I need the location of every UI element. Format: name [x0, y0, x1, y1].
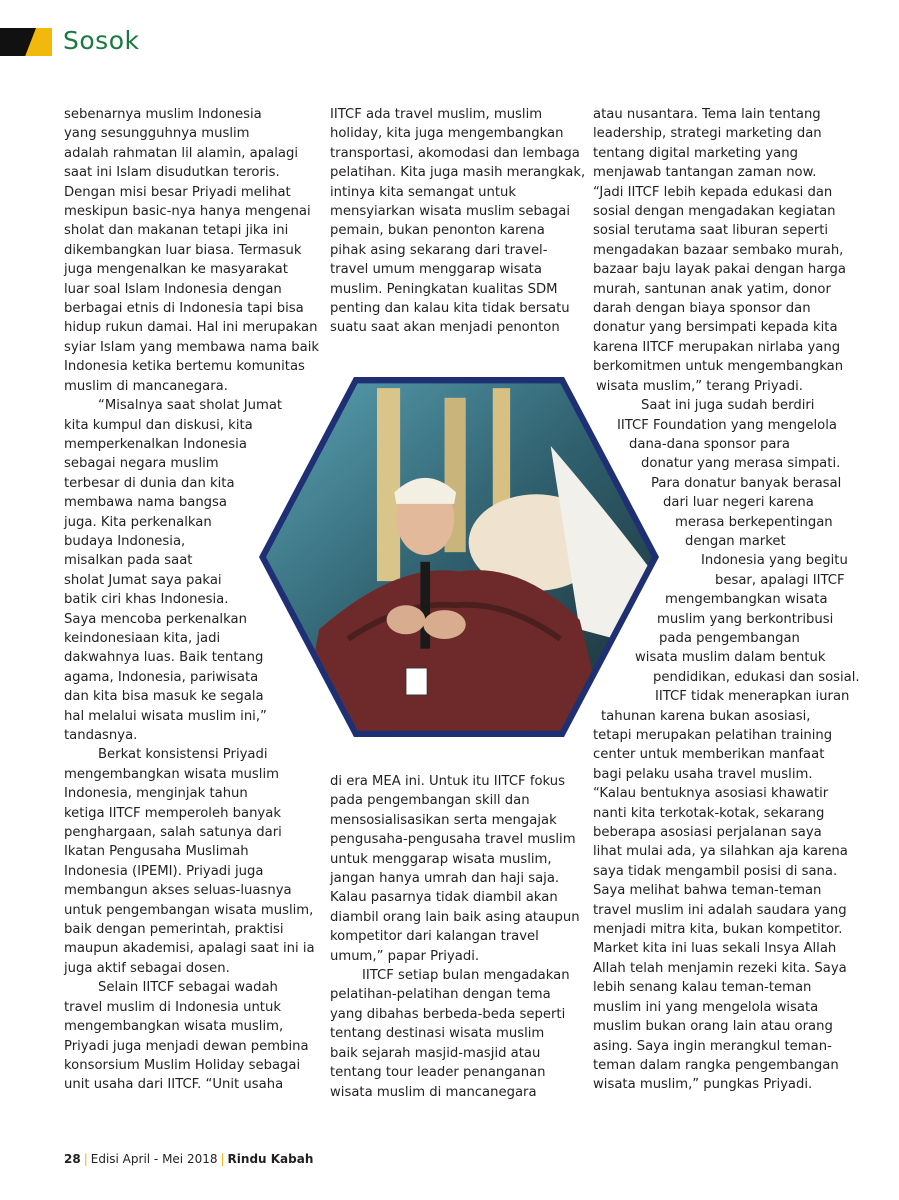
article-line: konsorsium Muslim Holiday sebagai [64, 1057, 301, 1073]
article-line: sebenarnya muslim Indonesia [64, 107, 262, 122]
portrait-photo [254, 372, 664, 742]
article-line: saat ini Islam disudutkan teroris. [64, 165, 280, 181]
article-line: Indonesia (IPEMI). Priyadi juga [64, 863, 264, 879]
article-line: lebih senang kalau teman-teman [593, 980, 812, 996]
article-line: batik ciri khas Indonesia. [64, 592, 229, 608]
section-title: Sosok [63, 26, 140, 55]
footer-separator: | [220, 1152, 225, 1166]
article-line: Ikatan Pengusaha Muslimah [64, 844, 249, 860]
article-line: teman dalam rangka pengembangan [593, 1057, 839, 1073]
article-line: menjawab tantangan zaman now. [593, 165, 817, 181]
article-line: menjadi mitra kita, bukan kompetitor. [593, 922, 843, 938]
article-line: kita kumpul dan diskusi, kita [64, 417, 253, 433]
article-line: Indonesia, menginjak tahun [64, 786, 248, 802]
article-line: kompetitor dari kalangan travel [330, 929, 539, 945]
article-line: agama, Indonesia, pariwisata [64, 669, 259, 685]
footer-separator: | [83, 1152, 88, 1166]
article-line: sebagai negara muslim [64, 456, 219, 472]
article-line: penting dan kalau kita tidak bersatu [330, 301, 570, 317]
article-line: Allah telah menjamin rezeki kita. Saya [593, 960, 847, 976]
article-line: travel muslim ini adalah saudara yang [593, 902, 847, 918]
article-line: dakwahnya luas. Baik tentang [64, 650, 264, 666]
article-line: sholat Jumat saya pakai [64, 572, 222, 588]
article-line: IITCF ada travel muslim, muslim [330, 107, 543, 122]
article-line: meskipun basic-nya hanya mengenai [64, 204, 311, 220]
article-line: dikembangkan luar biasa. Termasuk [64, 242, 302, 258]
article-line: terbesar di dunia dan kita [64, 475, 235, 491]
article-line: travel muslim di Indonesia untuk [64, 999, 281, 1015]
article-line: ketiga IITCF memperoleh banyak [64, 805, 281, 821]
article-line: suatu saat akan menjadi penonton [330, 320, 560, 336]
article-line: mengembangkan wisata muslim [64, 766, 279, 782]
article-line: maupun akademisi, apalagi saat ini ia [64, 941, 315, 957]
article-line: juga aktif sebagai dosen. [64, 960, 230, 976]
article-line: bazaar baju layak pakai dengan harga [593, 262, 846, 278]
article-line: luar soal Islam Indonesia dengan [64, 281, 282, 297]
article-line: juga. Kita perkenalkan [64, 514, 212, 530]
article-line: tentang tour leader penanganan [330, 1065, 546, 1081]
article-line: mensyiarkan wisata muslim sebagai [330, 204, 571, 220]
article-line: “Misalnya saat sholat Jumat [98, 398, 283, 414]
article-line: dari luar negeri karena [663, 495, 814, 511]
article-line: Market kita ini luas sekali Insya Allah [593, 941, 837, 957]
article-line: membangun akses seluas-luasnya [64, 883, 292, 899]
article-line: wisata muslim di mancanegara [330, 1084, 537, 1100]
article-line: Indonesia yang begitu [701, 553, 848, 569]
article-line: yang dibahas berbeda-beda seperti [330, 1006, 566, 1022]
article-line: travel umum menggarap wisata [330, 262, 542, 278]
article-line: darah dengan biaya sponsor dan [593, 301, 811, 317]
article-line: untuk menggarap wisata muslim, [330, 851, 552, 867]
article-line: pelatihan. Kita juga masih merangkak, [330, 165, 586, 181]
article-line: nanti kita terkotak-kotak, sekarang [593, 805, 825, 821]
article-line: donatur yang bersimpati kepada kita [593, 320, 838, 336]
article-line: Para donatur banyak berasal [651, 475, 842, 491]
article-line: pelatihan-pelatihan dengan tema [330, 987, 551, 1003]
article-line: baik sejarah masjid-masjid atau [330, 1045, 541, 1061]
article-line: Selain IITCF sebagai wadah [98, 980, 278, 996]
article-line: saya tidak mengambil posisi di sana. [593, 863, 838, 879]
article-line: untuk pengembangan wisata muslim, [64, 902, 314, 918]
article-line: center untuk memberikan manfaat [593, 747, 825, 763]
article-line: bagi pelaku usaha travel muslim. [593, 766, 813, 782]
article-line: pada pengembangan [659, 630, 800, 646]
article-line: memperkenalkan Indonesia [64, 436, 247, 452]
article-line: muslim di mancanegara. [64, 378, 228, 394]
article-line: berkomitmen untuk mengembangkan [593, 359, 844, 375]
article-line: tetapi merupakan pelatihan training [593, 728, 833, 743]
page-number: 28 [64, 1152, 81, 1166]
article-line: mengembangkan wisata [665, 592, 828, 608]
article-line: hidup rukun damai. Hal ini merupakan [64, 320, 318, 336]
article-line: wisata muslim dalam bentuk [635, 650, 826, 666]
article-line: yang sesungguhnya muslim [64, 126, 250, 142]
article-line: baik dengan pemerintah, praktisi [64, 922, 284, 938]
article-line: sosial dengan mengadakan kegiatan [593, 204, 836, 220]
article-line: Kalau pasarnya tidak diambil akan [330, 890, 558, 906]
article-line: tentang digital marketing yang [593, 145, 798, 161]
article-line: pendidikan, edukasi dan sosial. [653, 669, 860, 685]
article-line: atau nusantara. Tema lain tentang [593, 107, 821, 122]
article-line: asing. Saya ingin merangkul teman- [593, 1038, 832, 1054]
edition-label: Edisi April - Mei 2018 [90, 1152, 218, 1166]
article-line: merasa berkepentingan [675, 514, 833, 530]
article-line: tahunan karena bukan asosiasi, [601, 708, 811, 724]
article-line: keindonesiaan kita, jadi [64, 630, 221, 646]
article-line: membawa nama bangsa [64, 495, 228, 511]
article-line: juga mengenalkan ke masyarakat [64, 262, 288, 278]
article-line: misalkan pada saat [64, 553, 193, 569]
article-line: pengusaha-pengusaha travel muslim [330, 832, 576, 848]
article-line: dana-dana sponsor para [629, 436, 790, 452]
article-line: Berkat konsistensi Priyadi [98, 747, 268, 763]
article-line: mengadakan bazaar sembako murah, [593, 242, 844, 258]
article-line: unit usaha dari IITCF. “Unit usaha [64, 1077, 284, 1093]
article-line: karena IITCF merupakan nirlaba yang [593, 339, 841, 355]
article-line: IITCF tidak menerapkan iuran [655, 689, 850, 705]
article-line: dan kita bisa masuk ke segala [64, 689, 264, 705]
article-line: leadership, strategi marketing dan [593, 126, 822, 142]
column-2-top [330, 105, 586, 338]
article-line: beberapa asosiasi perjalanan saya [593, 825, 822, 841]
article-line: penghargaan, salah satunya dari [64, 825, 282, 841]
article-line: muslim. Peningkatan kualitas SDM [330, 281, 558, 297]
column-2-bottom [330, 772, 580, 1102]
article-line: tandasnya. [64, 728, 138, 743]
article-line: besar, apalagi IITCF [715, 572, 845, 588]
article-line: muslim ini yang mengelola wisata [593, 999, 819, 1015]
article-line: pada pengembangan skill dan [330, 793, 530, 809]
article-line: di era MEA ini. Untuk itu IITCF fokus [330, 774, 565, 789]
article-line: budaya Indonesia, [64, 533, 186, 549]
article-line: berbagai etnis di Indonesia tapi bisa [64, 301, 304, 317]
article-line: holiday, kita juga mengembangkan [330, 126, 564, 142]
article-line: tentang destinasi wisata muslim [330, 1026, 545, 1042]
article-line: murah, santunan anak yatim, donor [593, 281, 831, 297]
article-line: transportasi, akomodasi dan lembaga [330, 145, 580, 161]
article-line: Saat ini juga sudah berdiri [641, 398, 815, 414]
article-line: adalah rahmatan lil alamin, apalagi [64, 145, 298, 161]
article-line: hal melalui wisata muslim ini,” [64, 708, 267, 724]
article-line: lihat mulai ada, ya silahkan aja karena [593, 844, 848, 860]
article-line: pihak asing sekarang dari travel- [330, 242, 548, 258]
article-line: “Jadi IITCF lebih kepada edukasi dan [593, 184, 833, 200]
article-line: umum,” papar Priyadi. [330, 948, 480, 964]
article-line: sholat dan makanan tetapi jika ini [64, 223, 289, 239]
article-line: Saya mencoba perkenalkan [64, 611, 247, 627]
article-line: wisata muslim,” terang Priyadi. [596, 378, 803, 394]
article-line: donatur yang merasa simpati. [641, 456, 841, 472]
article-line: Indonesia ketika bertemu komunitas [64, 359, 305, 375]
article-line: sosial terutama saat liburan seperti [593, 223, 829, 239]
article-line: “Kalau bentuknya asosiasi khawatir [593, 786, 829, 802]
magazine-name: Rindu Kabah [227, 1152, 314, 1166]
article-line: syiar Islam yang membawa nama baik [64, 339, 320, 355]
article-line: muslim bukan orang lain atau orang [593, 1019, 833, 1035]
article-line: Dengan misi besar Priyadi melihat [64, 184, 291, 200]
article-line: mensosialisasikan serta mengajak [330, 812, 557, 828]
article-line: IITCF Foundation yang mengelola [617, 417, 837, 433]
page-footer [64, 1152, 313, 1166]
article-line: IITCF setiap bulan mengadakan [362, 968, 570, 984]
article-line: wisata muslim,” pungkas Priyadi. [593, 1077, 813, 1093]
article-line: Priyadi juga menjadi dewan pembina [64, 1038, 309, 1054]
article-line: muslim yang berkontribusi [657, 611, 834, 627]
article-line: mengembangkan wisata muslim, [64, 1019, 284, 1035]
article-line: intinya kita semangat untuk [330, 184, 517, 200]
article-line: Saya melihat bahwa teman-teman [593, 883, 822, 899]
article-line: dengan market [685, 533, 786, 549]
article-line: jangan hanya umrah dan haji saja. [330, 871, 560, 887]
article-line: pemain, bukan penonton karena [330, 223, 545, 239]
article-line: diambil orang lain baik asing ataupun [330, 909, 580, 925]
